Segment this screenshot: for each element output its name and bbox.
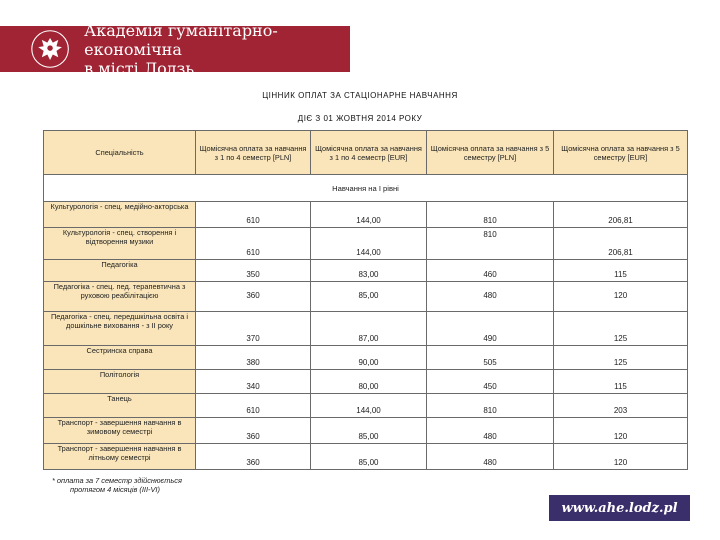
price-cell: 480 (427, 444, 554, 470)
academy-name-line2: в місті Лодзь (84, 58, 195, 78)
specialty-cell: Педагогіка (44, 260, 196, 282)
table-row (44, 312, 688, 346)
table-row (44, 394, 688, 418)
table-header-row (44, 131, 688, 175)
price-cell: 115 (554, 260, 688, 282)
table-row (44, 418, 688, 444)
price-cell: 810 (427, 202, 554, 228)
specialty-cell: Транспорт - завершення навчання в зимовому семестрі (44, 418, 196, 444)
price-cell: 144,00 (311, 228, 427, 260)
price-table (43, 130, 688, 470)
price-cell: 360 (196, 444, 311, 470)
table-row (44, 260, 688, 282)
eagle-crest-icon (30, 27, 70, 71)
footnote-line2: протягом 4 місяців (ІІІ-VІ) (70, 485, 160, 494)
price-cell: 120 (554, 444, 688, 470)
specialty-cell: Політологія (44, 370, 196, 394)
price-cell: 125 (554, 346, 688, 370)
price-cell: 206,81 (554, 228, 688, 260)
academy-name-line1: Академія гуманітарно-економічна (84, 20, 278, 59)
price-cell: 480 (427, 418, 554, 444)
price-cell: 144,00 (311, 202, 427, 228)
header-banner (0, 20, 350, 78)
column-header: Щомісячна оплата за навчання з 5 семестру [EUR] (554, 131, 688, 175)
price-cell: 350 (196, 260, 311, 282)
price-cell: 203 (554, 394, 688, 418)
price-cell: 360 (196, 418, 311, 444)
column-header: Спеціальність (44, 131, 196, 175)
specialty-cell: Сестринска справа (44, 346, 196, 370)
footnote (52, 476, 182, 494)
price-cell: 450 (427, 370, 554, 394)
price-cell: 810 (427, 394, 554, 418)
specialty-cell: Педагогіка - спец. пед. терапевтична з руховою реабілітацією (44, 282, 196, 312)
specialty-cell: Культурологія - спец. створення і відтворення музики (44, 228, 196, 260)
specialty-cell: Педагогіка - спец. передшкільна освіта і дошкільне виховання - з ІІ року (44, 312, 196, 346)
price-cell: 480 (427, 282, 554, 312)
price-cell: 810 (427, 228, 554, 260)
page-title: ЦІННИК ОПЛАТ ЗА СТАЦІОНАРНЕ НАВЧАННЯ (262, 91, 458, 100)
price-cell: 87,00 (311, 312, 427, 346)
price-cell: 460 (427, 260, 554, 282)
price-cell: 380 (196, 346, 311, 370)
table-row (44, 228, 688, 260)
price-cell: 490 (427, 312, 554, 346)
table-row (44, 282, 688, 312)
table-row (44, 444, 688, 470)
specialty-cell: Танець (44, 394, 196, 418)
price-cell: 90,00 (311, 346, 427, 370)
page-subtitle: ДІЄ З 01 ЖОВТНЯ 2014 РОКУ (297, 114, 423, 123)
table-row (44, 346, 688, 370)
price-cell: 610 (196, 394, 311, 418)
column-header: Щомісячна оплата за навчання з 5 семестру [PLN] (427, 131, 554, 175)
price-cell: 85,00 (311, 418, 427, 444)
price-cell: 83,00 (311, 260, 427, 282)
section-row (44, 175, 688, 202)
price-cell: 360 (196, 282, 311, 312)
price-cell: 505 (427, 346, 554, 370)
price-cell: 120 (554, 282, 688, 312)
column-header: Щомісячна оплата за навчання з 1 по 4 семестр [EUR] (311, 131, 427, 175)
footnote-line1: * оплата за 7 семестр здійснюється (52, 476, 182, 485)
specialty-cell: Транспорт - завершення навчання в літньому семестрі (44, 444, 196, 470)
price-cell: 125 (554, 312, 688, 346)
price-cell: 80,00 (311, 370, 427, 394)
table-row (44, 370, 688, 394)
section-label: Навчання на І рівні (44, 175, 688, 202)
website-link[interactable]: www.ahe.lodz.pl (549, 495, 690, 521)
column-header: Щомісячна оплата за навчання з 1 по 4 семестр [PLN] (196, 131, 311, 175)
price-cell: 85,00 (311, 444, 427, 470)
price-cell: 610 (196, 228, 311, 260)
price-cell: 144,00 (311, 394, 427, 418)
price-cell: 206,81 (554, 202, 688, 228)
price-cell: 120 (554, 418, 688, 444)
price-cell: 610 (196, 202, 311, 228)
specialty-cell: Культурологія - спец. медійно-акторська (44, 202, 196, 228)
price-cell: 85,00 (311, 282, 427, 312)
price-cell: 370 (196, 312, 311, 346)
price-cell: 340 (196, 370, 311, 394)
price-cell: 115 (554, 370, 688, 394)
table-row (44, 202, 688, 228)
